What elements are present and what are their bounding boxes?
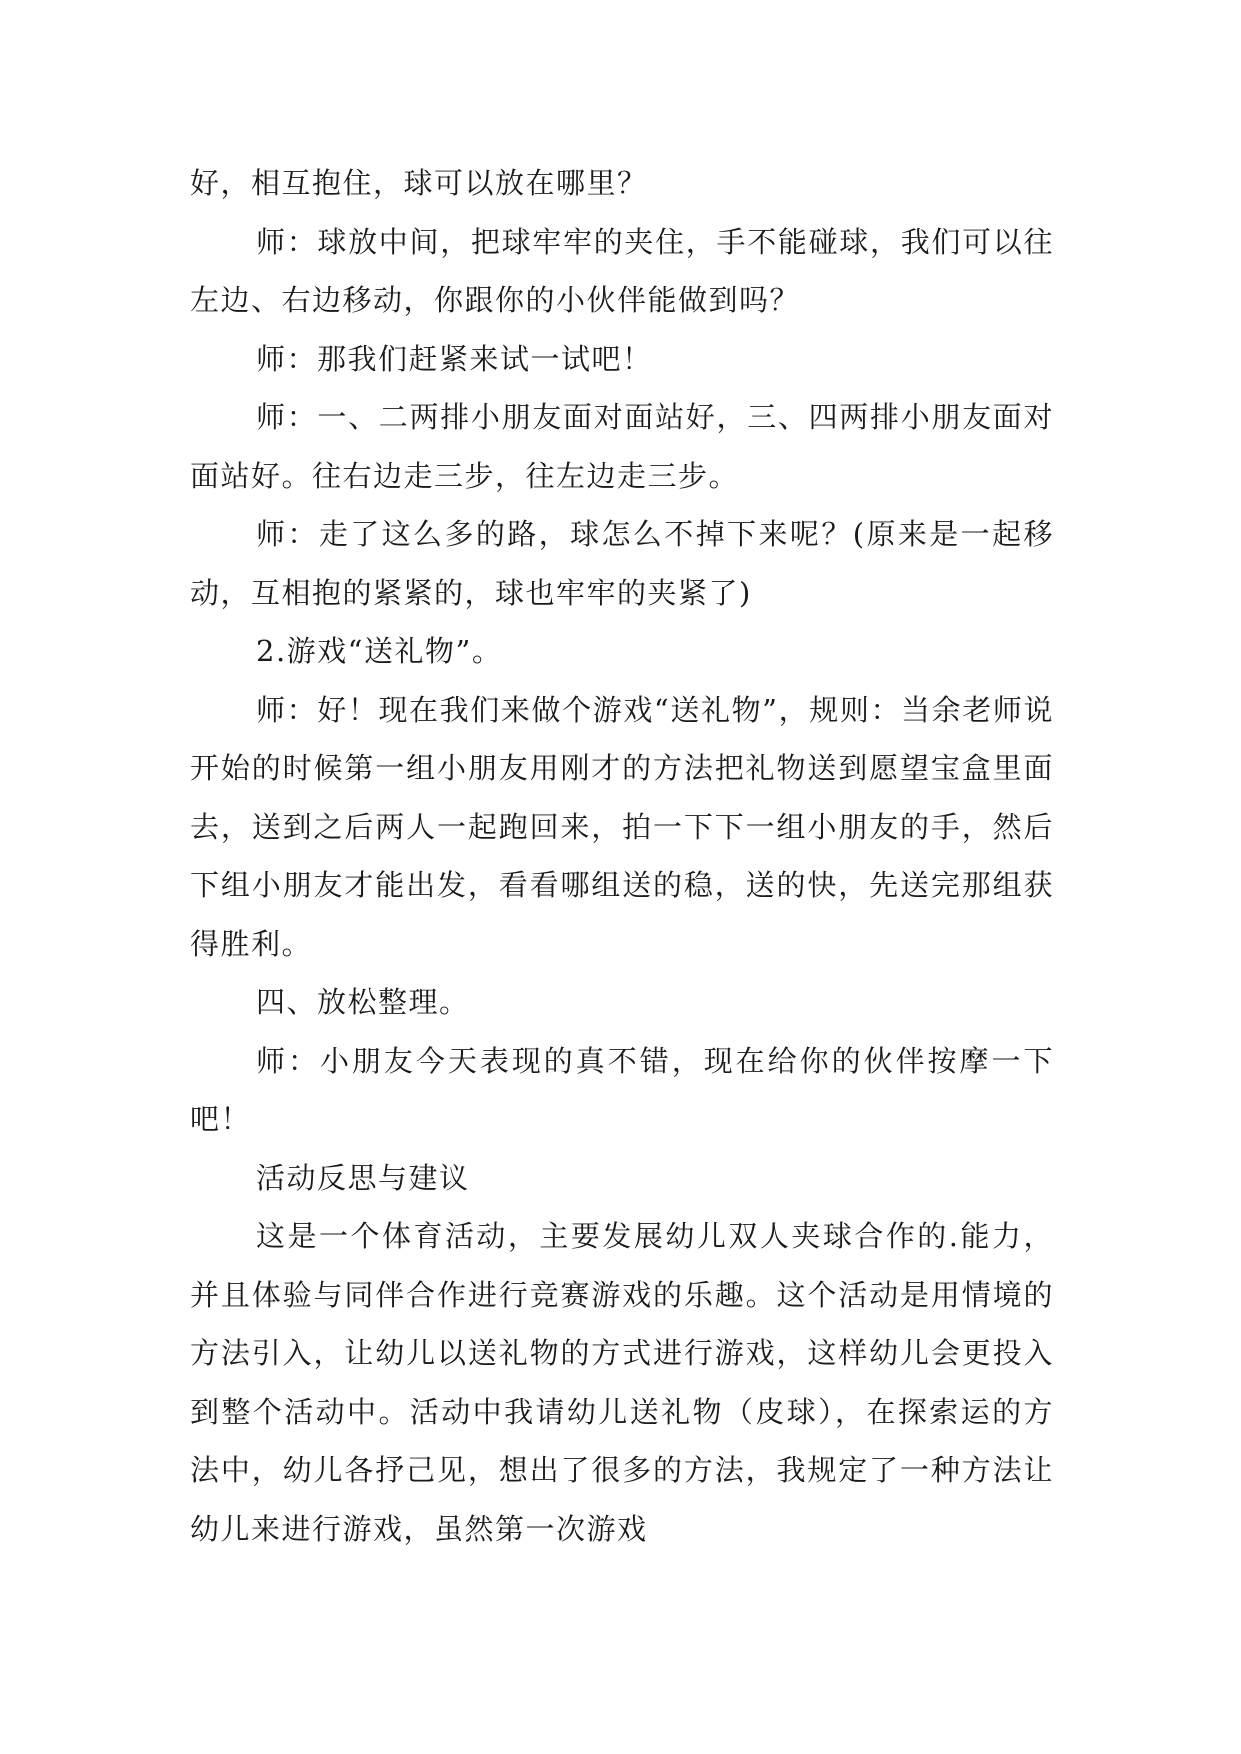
paragraph-1: 好，相互抱住，球可以放在哪里？: [190, 166, 648, 200]
document-body: [190, 154, 1054, 1558]
section-heading-reflection: 活动反思与建议: [256, 1160, 470, 1195]
paragraph-7: 师：小朋友今天表现的真不错，现在给你的伙伴按摩一下吧！: [190, 1043, 1054, 1136]
section-heading-relax: 四、放松整理。: [256, 985, 470, 1019]
paragraph-6: 师：好！现在我们来做个游戏“送礼物”，规则：当余老师说开始的时候第一组小朋友用刚才的方法把礼物送到愿望宝盒里面去，送到之后两人一起跑回来，拍一下下一组小朋友的手，然后下组小朋友才能出发，看看哪组送的稳，送的快，先送完那组获得胜利。: [190, 692, 1054, 961]
paragraph-2: 师：球放中间，把球牢牢的夹住，手不能碰球，我们可以往左边、右边移动，你跟你的小伙伴能做到吗？: [190, 224, 1054, 317]
paragraph-5: 师：走了这么多的路，球怎么不掉下来呢？(原来是一起移动，互相抱的紧紧的，球也牢牢的夹紧了): [190, 517, 1054, 610]
paragraph-3: 师：那我们赶紧来试一试吧！: [256, 341, 653, 376]
paragraph-8: 这是一个体育活动，主要发展幼儿双人夹球合作的.能力，并且体验与同伴合作进行竞赛游戏的乐趣。这个活动是用情境的方法引入，让幼儿以送礼物的方式进行游戏，这样幼儿会更投入到整个活动中。活动中我请幼儿送礼物（皮球），在探索运的方法中，幼儿各抒己见，想出了很多的方法，我规定了一种方法让幼儿来进行游戏，虽然第一次游戏: [190, 1219, 1054, 1546]
section-heading-game: 2.游戏“送礼物”。: [256, 634, 503, 668]
paragraph-4: 师：一、二两排小朋友面对面站好，三、四两排小朋友面对面站好。往右边走三步，往左边走三步。: [190, 400, 1054, 493]
